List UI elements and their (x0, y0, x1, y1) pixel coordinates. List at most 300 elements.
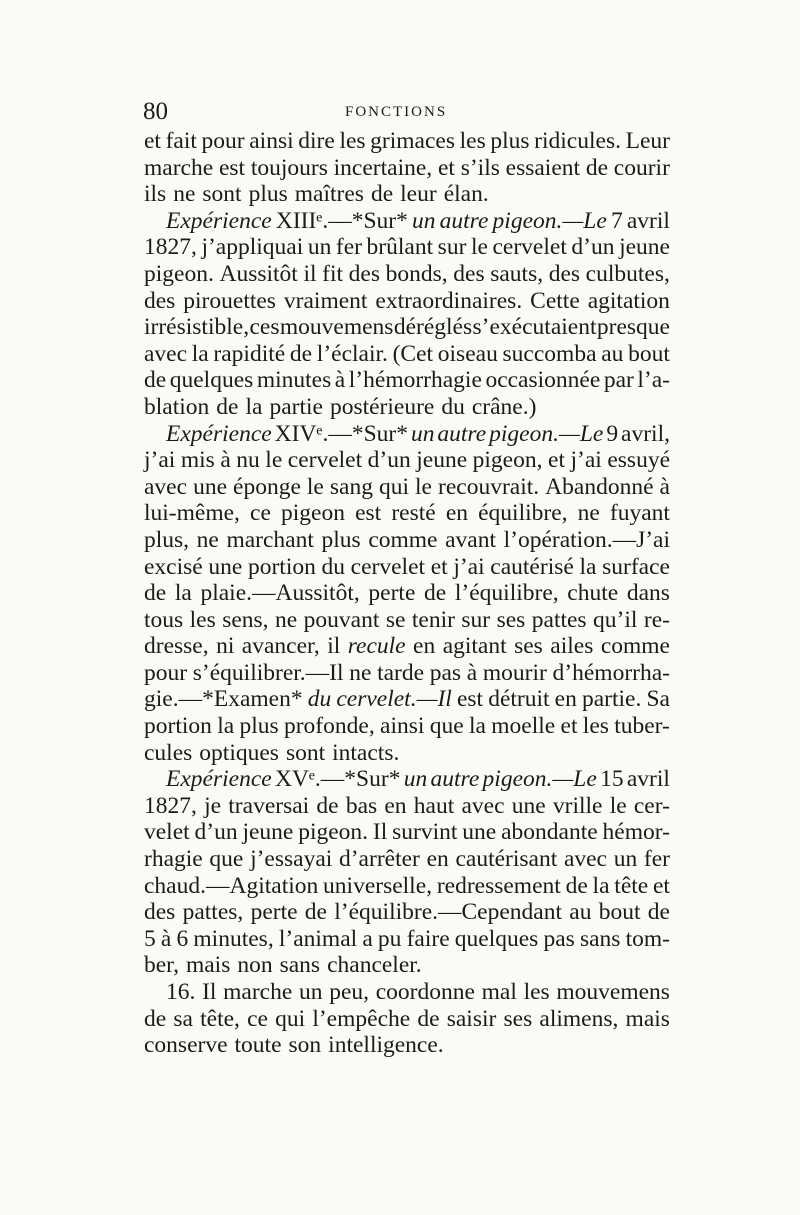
text-word: la (579, 553, 597, 580)
text-word: cervelet.—Il (336, 686, 452, 713)
text-word: Il (372, 819, 388, 846)
text-word: en (554, 686, 577, 713)
text-line (144, 527, 670, 554)
text-word: extraordinaires. (375, 287, 523, 314)
text-word: recule (347, 633, 406, 660)
text-word: mouvemens (556, 979, 670, 1005)
text-line (144, 686, 670, 713)
text-word: que (209, 846, 244, 873)
text-word: l’animal (278, 925, 358, 952)
text-word: mourir (482, 659, 547, 686)
text-word: intacts. (332, 739, 400, 766)
text-word: pattes (531, 606, 587, 633)
text-word: du (441, 393, 465, 420)
text-word: cervelet (287, 447, 363, 474)
text-word: incertaine, (333, 154, 433, 181)
text-word: une (208, 553, 243, 580)
text-line (144, 367, 670, 394)
text-word: s’équilibrer.—Il (192, 659, 344, 686)
text-word: le (609, 792, 627, 819)
text-word: sont (285, 739, 326, 766)
text-word: est (218, 154, 246, 181)
text-line (144, 873, 670, 900)
text-word: sans (279, 952, 321, 979)
text-word: a (362, 925, 373, 952)
text-word: avec (461, 792, 505, 819)
text-word: par (603, 367, 634, 394)
text-word: au (569, 899, 592, 926)
text-word: (Cet (392, 340, 434, 367)
text-word: les (459, 128, 486, 154)
text-word: plus (248, 181, 288, 208)
text-word: à (334, 367, 346, 394)
text-word: de (289, 340, 313, 367)
text-word: de (216, 393, 239, 420)
text-word: des (548, 260, 581, 287)
text-word: plaie.—Aussitôt, (200, 580, 360, 607)
text-word: de (424, 580, 447, 607)
text-word: autre (437, 420, 487, 447)
text-word: pas (543, 925, 575, 952)
text-word: tom- (625, 925, 670, 952)
text-word: pattes, (182, 899, 244, 926)
text-word: pigeon.—Le (489, 420, 604, 447)
text-word: abondante (501, 819, 598, 846)
text-word: marche (223, 979, 293, 1005)
text-word: quelques (169, 367, 254, 394)
text-word: chute (567, 580, 619, 607)
text-word: cautérisé (490, 553, 574, 580)
text-word: équilibre, (478, 500, 568, 527)
text-word: l’a- (637, 367, 670, 394)
text-word: les (189, 606, 216, 633)
text-word: d’un (367, 447, 411, 474)
text-word: les (339, 128, 366, 154)
text-word: des (144, 287, 176, 314)
text-word: dans (626, 580, 670, 607)
text-word: la (217, 713, 235, 740)
text-word: d’un (571, 234, 615, 261)
text-word: j’appliquai (201, 234, 304, 261)
text-word: tête, (200, 1005, 240, 1032)
text-word: ses (503, 1005, 533, 1032)
text-word: sur (461, 606, 491, 633)
text-word: un (613, 846, 638, 873)
text-word: tuber- (614, 713, 670, 740)
text-word: sur (437, 234, 467, 261)
text-word: détruit (488, 686, 550, 713)
text-word: avancer, (241, 633, 320, 660)
text-word: éponge (233, 473, 301, 500)
text-word: brûlant (366, 234, 434, 261)
text-word: XIIIᵉ.—*Sur* (275, 207, 408, 234)
text-word: fer (643, 846, 670, 873)
text-word: je (204, 792, 222, 819)
text-word: conserve (144, 1032, 228, 1059)
text-word: recouvrait. (438, 473, 540, 500)
text-word: leur (400, 181, 437, 208)
text-word: 9 (606, 420, 619, 447)
text-word: comme (368, 526, 438, 553)
text-word: le (470, 234, 488, 261)
text-word: quelques (454, 925, 539, 952)
text-word: culbutes, (585, 260, 670, 287)
text-word: Leur (625, 128, 670, 154)
text-word: pigeon, (472, 447, 543, 474)
text-word: vrille (552, 792, 603, 819)
text-word: de (144, 1005, 167, 1032)
text-line (144, 979, 670, 1006)
text-word: cervelet (350, 553, 426, 580)
text-word: hémor- (602, 819, 670, 846)
text-word: comme (600, 633, 670, 660)
text-word: en (445, 500, 468, 527)
text-word: sont (202, 181, 242, 208)
text-word: pigeon. (298, 819, 369, 846)
text-word: le (306, 473, 324, 500)
text-word: crâne.) (471, 393, 537, 420)
text-word: portion (247, 553, 316, 580)
text-word: optiques (199, 739, 279, 766)
text-line (144, 713, 670, 740)
text-word: ils (144, 181, 167, 208)
text-word: ne (196, 526, 219, 553)
text-word: fait (165, 128, 197, 154)
text-word: l’hémorrhagie (348, 367, 482, 394)
text-word: tarde (377, 659, 425, 686)
text-word: ni (216, 633, 235, 660)
text-word: l’opération.—J’ai (503, 526, 670, 553)
text-word: pigeon (281, 500, 345, 527)
text-word: pas (429, 659, 462, 686)
text-word: Expérience (166, 766, 272, 793)
text-word: et (437, 154, 455, 181)
text-word: de (144, 367, 167, 394)
text-word: en (413, 633, 436, 660)
text-line (144, 261, 670, 288)
text-word: ce (250, 500, 271, 527)
text-word: plus (239, 713, 279, 740)
text-word: plus, (144, 526, 190, 553)
text-word: marchant (226, 526, 314, 553)
text-word: minutes (256, 367, 332, 394)
text-word: ses (514, 633, 543, 660)
text-word: l’équilibre, (454, 580, 559, 607)
text-word: avant (445, 526, 496, 553)
text-word: un (299, 979, 323, 1005)
text-word: chaud.—Agitation (144, 872, 319, 899)
text-word: lui-même, (144, 500, 240, 527)
text-word: 16. (166, 979, 196, 1005)
text-word: traversai (228, 792, 310, 819)
text-word: et (144, 128, 161, 154)
text-word: bout (628, 340, 670, 367)
text-word: autre (439, 207, 489, 234)
text-word: un (403, 766, 428, 793)
text-word: grimaces (370, 128, 455, 154)
text-word: en (426, 846, 449, 873)
text-word: tous (144, 606, 184, 633)
text-word: faire (406, 925, 450, 952)
text-line (144, 155, 670, 182)
text-word: agitant (442, 633, 507, 660)
text-word: à (160, 925, 172, 952)
text-word: la (468, 713, 486, 740)
text-word: perte (368, 580, 416, 607)
text-line (144, 846, 670, 873)
text-word: 15 (600, 766, 624, 793)
text-word: oiseau (437, 340, 498, 367)
text-word: moelle (491, 713, 556, 740)
text-word: l’empêche (312, 1005, 411, 1032)
text-word: ber, (144, 952, 179, 979)
text-word: avec (563, 846, 607, 873)
text-word: jeune (242, 819, 294, 846)
text-word: partie. (581, 686, 642, 713)
text-word: dresse, (144, 633, 209, 660)
text-word: Il (202, 979, 217, 1005)
text-word: portion (144, 713, 212, 740)
text-word: chanceler. (327, 952, 422, 979)
text-word: des (348, 260, 380, 287)
text-word: un (412, 207, 436, 234)
text-word: ne (275, 606, 298, 633)
text-line (144, 766, 670, 793)
text-word: rhagie (144, 846, 203, 873)
text-word: succomba (502, 340, 597, 367)
text-word: la (245, 393, 263, 420)
text-word: ainsi (249, 128, 294, 154)
text-line (144, 1032, 670, 1059)
text-word: le (265, 447, 283, 474)
text-word: est (355, 500, 382, 527)
text-line (144, 500, 670, 527)
text-word: redressement (436, 872, 561, 899)
text-word: sauts, (490, 260, 544, 287)
text-word: courir (613, 154, 670, 181)
text-word: ne (577, 500, 600, 527)
text-word: irrésistible, (144, 314, 250, 341)
text-word: pu (377, 925, 402, 952)
text-line (144, 819, 670, 846)
text-word: j’essayai (250, 846, 333, 873)
text-word: 6 (176, 925, 189, 952)
text-word: partie (269, 393, 323, 420)
text-word: se (385, 606, 406, 633)
text-word: la (191, 340, 209, 367)
text-word: essuyé (607, 447, 670, 474)
text-word: nu (236, 447, 260, 474)
text-line (144, 314, 670, 341)
text-word: les (582, 713, 609, 740)
text-word: Sa (646, 686, 670, 713)
text-word: s’exécutaient (472, 314, 597, 341)
text-word: pour (144, 659, 188, 686)
text-word: 5 (144, 925, 156, 952)
text-word: alimens, (539, 1005, 619, 1032)
text-word: Cette (530, 287, 580, 314)
text-word: ce (247, 1005, 268, 1032)
text-word: de (565, 872, 588, 899)
text-word: velet (144, 819, 190, 846)
text-word: de (144, 580, 167, 607)
text-word: mouvemens (279, 314, 394, 341)
text-word: à (659, 473, 670, 500)
text-word: est (456, 686, 484, 713)
text-word: pouvant (303, 606, 380, 633)
text-word: pour (201, 128, 245, 154)
text-word: fer (335, 234, 362, 261)
text-word: du (307, 686, 332, 713)
text-word: ne (349, 659, 372, 686)
text-word: au (601, 340, 624, 367)
text-line (144, 234, 670, 261)
text-word: d’arrêter (338, 846, 420, 873)
text-word: qui (378, 473, 410, 500)
text-word: survint (392, 819, 458, 846)
text-word: de (316, 792, 339, 819)
text-word: resté (391, 500, 436, 527)
text-word: et (653, 872, 670, 899)
text-word: ces (249, 314, 280, 341)
text-word: toujours (250, 154, 328, 181)
text-word: cervelet (492, 234, 567, 261)
text-word: peu, (329, 979, 370, 1005)
text-line (144, 181, 670, 208)
text-word: Expérience (166, 420, 272, 447)
text-word: et (430, 553, 448, 580)
text-word: la (592, 872, 610, 899)
text-word: postérieure (329, 393, 435, 420)
text-word: élan. (443, 181, 489, 208)
text-word: de (585, 154, 609, 181)
text-line (144, 926, 670, 953)
text-word: avril, (621, 420, 670, 447)
text-word: fit (322, 260, 344, 287)
text-line (144, 341, 670, 368)
text-word: universelle, (323, 872, 433, 899)
text-word: à (466, 659, 478, 686)
text-word: ses (496, 606, 526, 633)
text-line (144, 607, 670, 634)
text-word: j’ai (570, 447, 602, 474)
text-word: autre (430, 766, 480, 793)
running-head: FONCTIONS (345, 104, 448, 120)
text-word: mais (625, 1005, 670, 1032)
text-word: Abandonné (545, 473, 654, 500)
text-word: sans (579, 925, 621, 952)
text-word: une (511, 792, 546, 819)
text-word: 7 (610, 207, 623, 234)
text-word: les (523, 979, 550, 1005)
text-word: et (548, 447, 565, 474)
text-line (144, 899, 670, 926)
text-word: avril (626, 766, 670, 793)
text-line (144, 952, 670, 979)
page-header (143, 98, 663, 128)
text-word: de (370, 181, 394, 208)
text-word: rapidité (213, 340, 286, 367)
text-word: avril (626, 207, 670, 234)
text-word: bout (598, 899, 641, 926)
text-word: re- (643, 606, 670, 633)
text-line (144, 421, 670, 448)
text-word: son (288, 1032, 322, 1059)
page-number: 80 (143, 98, 168, 125)
text-word: il (327, 633, 341, 660)
text-word: plus (321, 526, 361, 553)
text-word: pigeon.—Le (482, 766, 597, 793)
text-word: jeune (416, 447, 468, 474)
text-word: haut (413, 792, 455, 819)
text-word: intelligence. (328, 1032, 444, 1059)
text-word: blation (144, 393, 210, 420)
text-word: qui (275, 1005, 306, 1032)
text-word: cer- (633, 792, 670, 819)
text-word: jeune (619, 234, 670, 261)
text-word: pirouettes (183, 287, 276, 314)
text-word: occasionnée (485, 367, 601, 394)
text-word: 1827, (144, 234, 197, 261)
text-line (144, 288, 670, 315)
text-word: sang (329, 473, 373, 500)
text-word: essaient (505, 154, 581, 181)
text-word: ne (173, 181, 196, 208)
text-word: presque (596, 314, 670, 341)
text-word: non (237, 952, 273, 979)
text-word: Expérience (166, 207, 272, 234)
text-word: pigeon. (144, 260, 214, 287)
text-word: minutes, (193, 925, 274, 952)
text-word: déréglés (393, 314, 473, 341)
text-word: coordonne (375, 979, 475, 1005)
text-word: mal (481, 979, 517, 1005)
text-word: vraiment (283, 287, 368, 314)
text-word: agitation (587, 287, 670, 314)
text-line (144, 394, 670, 421)
text-word: s’ils (460, 154, 500, 181)
text-word: mais (185, 952, 231, 979)
text-word: que (429, 713, 464, 740)
text-line (144, 580, 670, 607)
text-word: une (462, 819, 497, 846)
text-word: sa (173, 1005, 193, 1032)
text-word: d’hémorrha- (552, 659, 670, 686)
text-word: il (303, 260, 317, 287)
text-word: surface (602, 553, 670, 580)
text-word: mis (180, 447, 215, 474)
text-word: avec (144, 340, 188, 367)
text-word: toute (234, 1032, 282, 1059)
text-word: le (415, 473, 432, 500)
text-word: gie.—*Examen* (144, 686, 303, 713)
text-line (144, 1006, 670, 1033)
text-line (144, 740, 670, 767)
text-word: ainsi (380, 713, 425, 740)
text-word: dire (298, 128, 335, 154)
text-line (144, 208, 670, 235)
text-word: plus (490, 128, 530, 154)
text-word: la (174, 580, 192, 607)
text-word: 1827, (144, 792, 197, 819)
text-word: de (647, 899, 670, 926)
text-word: de (304, 899, 327, 926)
text-word: cules (144, 739, 193, 766)
text-word: marche (144, 154, 214, 181)
text-word: et (560, 713, 578, 740)
text-word: tenir (411, 606, 455, 633)
text-line (144, 793, 670, 820)
